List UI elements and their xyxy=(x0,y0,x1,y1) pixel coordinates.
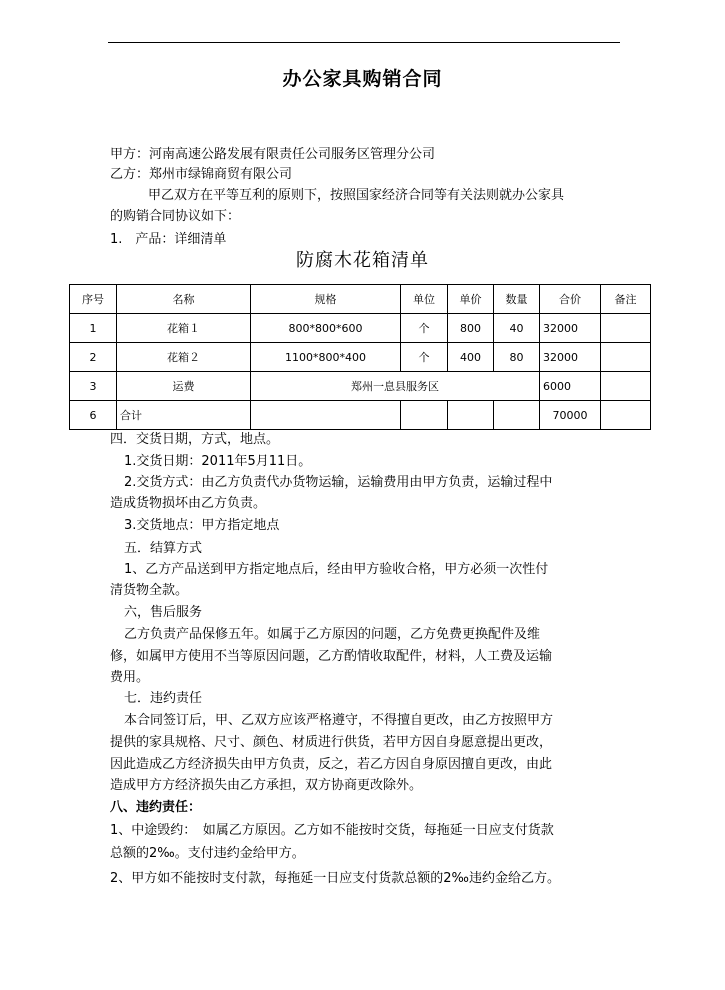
freight-no: 3 xyxy=(70,372,117,401)
freight-note xyxy=(601,372,651,401)
paragraph-line: 造成甲方方经济损失由乙方承担，双方协商更改除外。 xyxy=(110,778,423,793)
row-name: 花箱２ xyxy=(117,343,251,372)
sum-total: 70000 xyxy=(540,401,601,430)
row-spec: 800*800*600 xyxy=(251,314,401,343)
sum-name: 合计 xyxy=(117,401,251,430)
freight-row xyxy=(70,372,651,401)
row-spec: 1100*800*400 xyxy=(251,343,401,372)
freight-total: 6000 xyxy=(540,372,601,401)
row-total: 32000 xyxy=(540,343,601,372)
row-no: 1 xyxy=(70,314,117,343)
intro-line-2: 的购销合同协议如下： xyxy=(110,209,241,224)
paragraph-line: 提供的家具规格、尺寸、颜色、材质进行供货，若甲方因自身愿意提出更改， xyxy=(110,735,553,750)
paragraph-line: 总额的2‰。支付违约金给甲方。 xyxy=(110,846,305,861)
empty-cell xyxy=(401,401,448,430)
paragraph-line: 1、乙方产品送到甲方指定地点后，经由甲方验收合格，甲方必须一次性付 xyxy=(124,562,549,577)
item-1: 1. 产品：详细清单 xyxy=(110,232,227,247)
row-total: 32000 xyxy=(540,314,601,343)
row-unit: 个 xyxy=(401,343,448,372)
section-6-heading: 六，售后服务 xyxy=(124,605,203,620)
header-cell: 数量 xyxy=(494,285,540,314)
list-title: 防腐木花箱清单 xyxy=(296,250,429,271)
table-row xyxy=(70,343,651,372)
row-qty: 80 xyxy=(494,343,540,372)
empty-cell xyxy=(601,401,651,430)
party-a: 甲方：河南高速公路发展有限责任公司服务区管理分公司 xyxy=(110,147,436,162)
row-name: 花箱１ xyxy=(117,314,251,343)
table-row xyxy=(70,314,651,343)
sum-no: 6 xyxy=(70,401,117,430)
header-cell: 名称 xyxy=(117,285,251,314)
paragraph-line: 修，如属甲方使用不当等原因问题，乙方酌情收取配件，材料，人工费及运输 xyxy=(110,649,553,664)
row-no: 2 xyxy=(70,343,117,372)
sum-row xyxy=(70,401,651,430)
header-cell: 合价 xyxy=(540,285,601,314)
paragraph-line: 2.交货方式：由乙方负责代办货物运输，运输费用由甲方负责，运输过程中 xyxy=(124,475,553,490)
paragraph-line: 3.交货地点：甲方指定地点 xyxy=(124,518,280,533)
row-note xyxy=(601,314,651,343)
section-7-heading: 七．违约责任 xyxy=(124,691,203,706)
paragraph-line: 2、甲方如不能按时支付款，每拖延一日应支付货款总额的2‰违约金给乙方。 xyxy=(110,871,560,886)
header-rule xyxy=(108,42,620,43)
paragraph-line: 造成货物损坏由乙方负责。 xyxy=(110,496,267,511)
header-cell: 备注 xyxy=(601,285,651,314)
header-cell: 单价 xyxy=(448,285,494,314)
paragraph-line: 1、中途毁约： 如属乙方原因。乙方如不能按时交货，每拖延一日应支付货款 xyxy=(110,823,554,838)
party-b: 乙方：郑州市绿锦商贸有限公司 xyxy=(110,167,293,182)
header-cell: 序号 xyxy=(70,285,117,314)
row-price: 800 xyxy=(448,314,494,343)
empty-cell xyxy=(448,401,494,430)
product-list-table xyxy=(69,284,651,430)
section-4-heading: 四．交货日期，方式，地点。 xyxy=(110,432,280,447)
paragraph-line: 本合同签订后，甲、乙双方应该严格遵守，不得擅自更改，由乙方按照甲方 xyxy=(124,713,554,728)
paragraph-line: 清货物全款。 xyxy=(110,583,189,598)
freight-desc: 郑州一息县服务区 xyxy=(251,372,540,401)
row-unit: 个 xyxy=(401,314,448,343)
row-price: 400 xyxy=(448,343,494,372)
table-header-row xyxy=(70,285,651,314)
row-note xyxy=(601,343,651,372)
freight-name: 运费 xyxy=(117,372,251,401)
paragraph-line: 乙方负责产品保修五年。如属于乙方原因的问题，乙方免费更换配件及维 xyxy=(124,627,541,642)
paragraph-line: 1.交货日期：2011年5月11日。 xyxy=(124,454,312,469)
row-qty: 40 xyxy=(494,314,540,343)
section-5-heading: 五．结算方式 xyxy=(124,541,203,556)
header-cell: 规格 xyxy=(251,285,401,314)
intro-line-1: 甲乙双方在平等互利的原则下，按照国家经济合同等有关法则就办公家具 xyxy=(148,188,565,203)
paragraph-line: 费用。 xyxy=(110,670,150,685)
empty-cell xyxy=(251,401,401,430)
document-title: 办公家具购销合同 xyxy=(282,68,443,90)
empty-cell xyxy=(494,401,540,430)
paragraph-line: 因此造成乙方经济损失由甲方负责，反之，若乙方因自身原因擅自更改，由此 xyxy=(110,757,553,772)
header-cell: 单位 xyxy=(401,285,448,314)
section-8-heading: 八、违约责任： xyxy=(110,800,202,815)
